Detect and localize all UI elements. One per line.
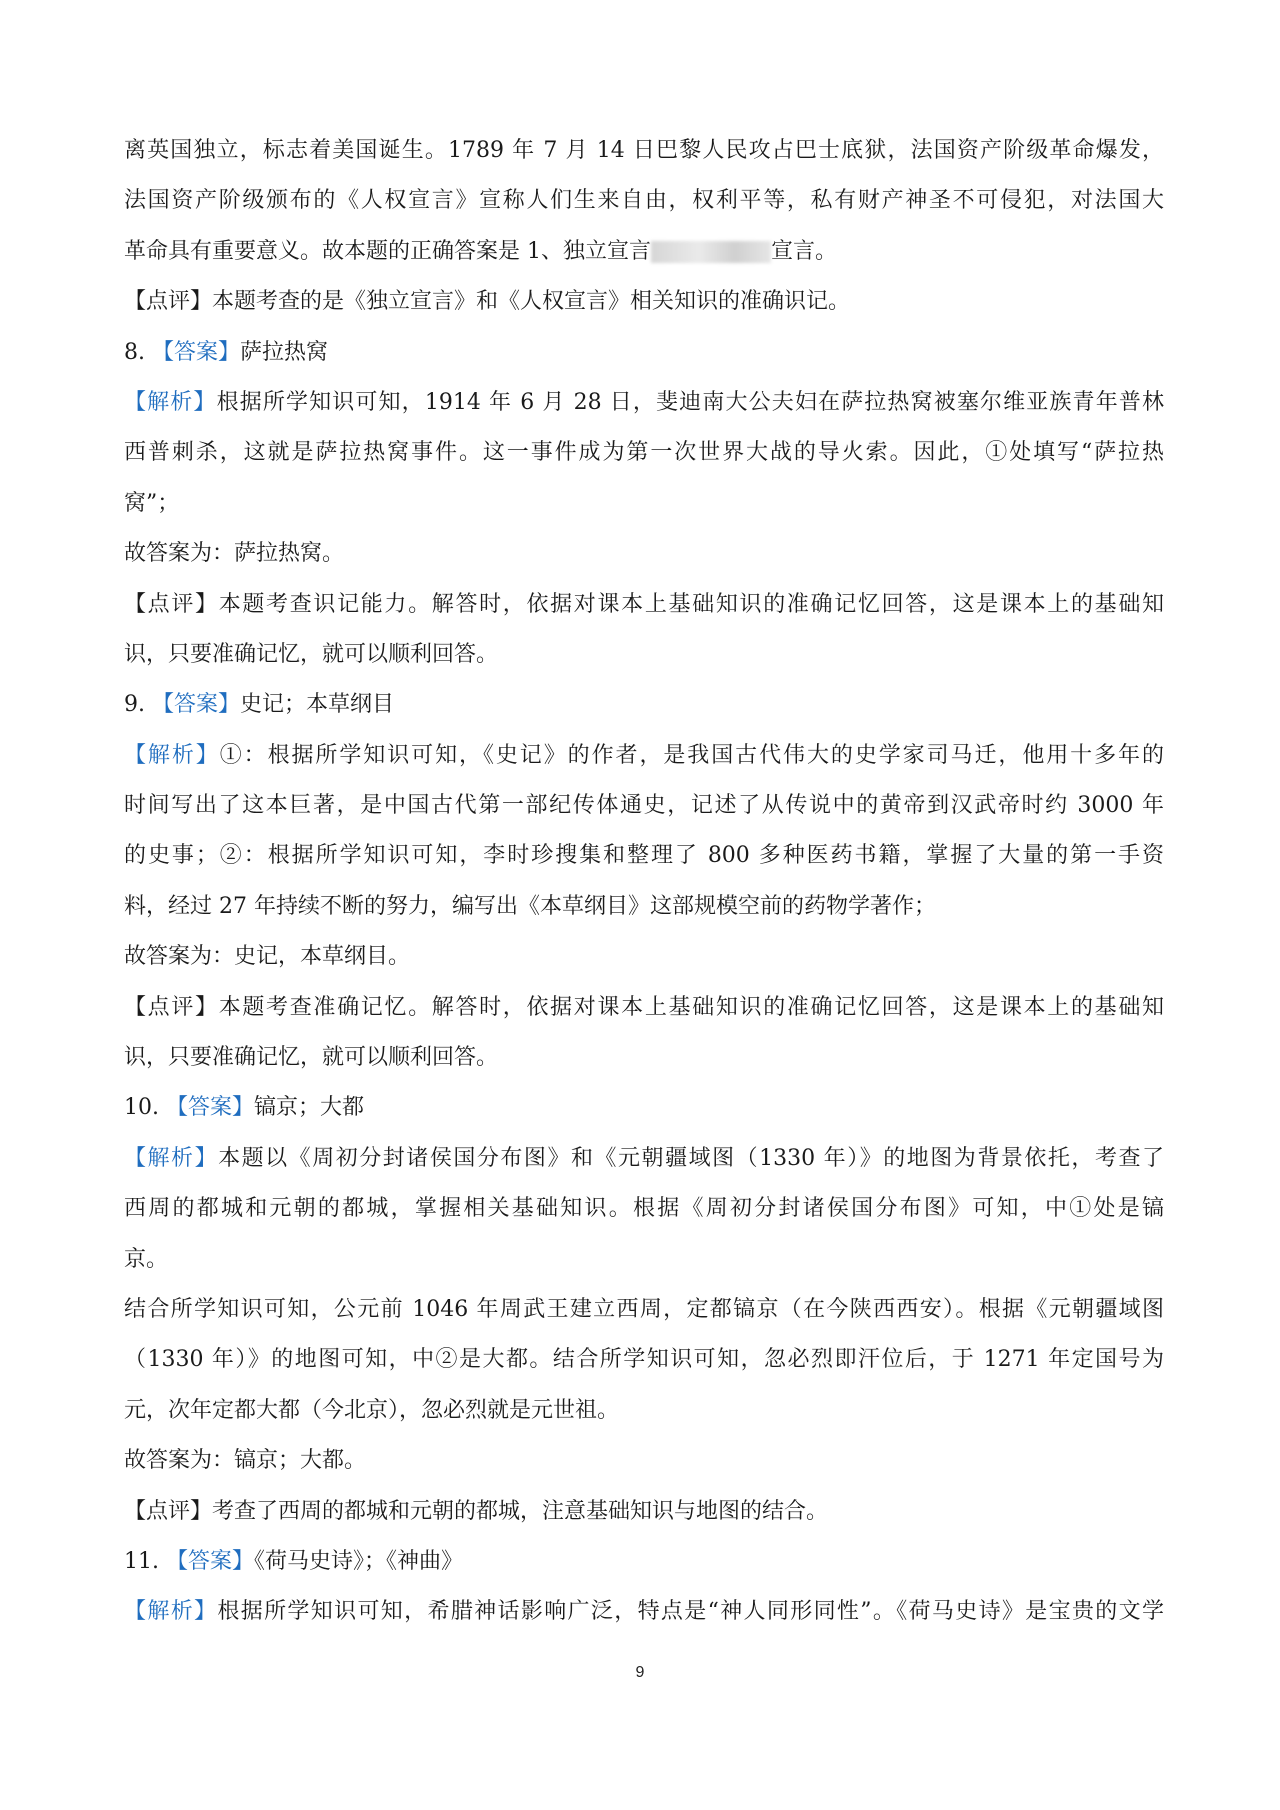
text-line <box>124 176 1164 226</box>
text-line <box>124 831 1164 881</box>
text-segment: （1330 年）》的地图可知，中②是大都。结合所学知识可知，忽必烈即汗位后，于 1271 年定国号为 <box>124 1347 1164 1373</box>
text-line <box>124 731 1164 781</box>
text-segment: 根据所学知识可知，1914 年 6 月 28 日，斐迪南大公夫妇在萨拉热窝被塞尔维亚族青年普林 <box>216 389 1164 415</box>
text-segment: 【点评】本题考查的是《独立宣言》和《人权宣言》相关知识的准确识记。 <box>124 289 851 315</box>
text-segment: 宣言。 <box>771 238 838 264</box>
text-segment: 萨拉热窝 <box>240 339 329 365</box>
text-segment: 史记；本草纲目 <box>240 692 395 718</box>
text-line <box>124 580 1164 630</box>
section-tag: 【答案】 <box>165 1095 254 1121</box>
text-line <box>124 378 1164 428</box>
text-segment: 西周的都城和元朝的都城，掌握相关基础知识。根据《周初分封诸侯国分布图》可知，中①处是镐 <box>124 1196 1164 1222</box>
text-segment: 元，次年定都大都（今北京），忽必烈就是元世祖。 <box>124 1397 620 1423</box>
section-tag: 【解析】 <box>124 1145 219 1171</box>
text-line <box>124 1285 1164 1335</box>
text-segment: 窝”； <box>124 490 180 516</box>
text-segment: 西普刺杀，这就是萨拉热窝事件。这一事件成为第一次世界大战的导火索。因此，①处填写“萨拉热 <box>124 440 1164 466</box>
text-line <box>124 277 1164 327</box>
text-line <box>124 227 1164 277</box>
page-number: 9 <box>635 1664 645 1681</box>
text-line <box>124 932 1164 982</box>
text-segment: 11. <box>124 1548 166 1574</box>
text-segment: 镐京；大都 <box>254 1095 365 1121</box>
text-segment: 9. <box>124 692 152 718</box>
text-segment: 革命具有重要意义。故本题的正确答案是 1、独立宣言 <box>124 238 651 264</box>
text-line <box>124 781 1164 831</box>
text-line <box>124 1537 1164 1587</box>
text-line <box>124 1587 1164 1637</box>
section-tag: 【答案】 <box>165 1548 254 1574</box>
text-segment: 识，只要准确记忆，就可以顺利回答。 <box>124 641 499 667</box>
text-line <box>124 1436 1164 1486</box>
text-segment: 料，经过 27 年持续不断的努力，编写出《本草纲目》这部规模空前的药物学著作； <box>124 893 936 919</box>
text-segment: 【点评】本题考查准确记忆。解答时，依据对课本上基础知识的准确记忆回答，这是课本上的基础知 <box>124 994 1164 1020</box>
text-segment: 10. <box>124 1095 166 1121</box>
section-tag: 【解析】 <box>124 389 217 415</box>
text-segment: 识，只要准确记忆，就可以顺利回答。 <box>124 1045 499 1071</box>
text-segment: 故答案为：萨拉热窝。 <box>124 541 345 567</box>
text-line <box>124 630 1164 680</box>
text-segment: 根据所学知识可知，希腊神话影响广泛，特点是“神人同形同性”。《荷马史诗》是宝贵的文学 <box>217 1599 1164 1625</box>
text-segment: 故答案为：史记，本草纲目。 <box>124 944 411 970</box>
text-line <box>124 1487 1164 1537</box>
text-line <box>124 983 1164 1033</box>
section-tag: 【解析】 <box>124 1599 218 1625</box>
document-body <box>124 126 1164 1638</box>
text-line <box>124 479 1164 529</box>
text-segment: 法国资产阶级颁布的《人权宣言》宣称人们生来自由，权利平等，私有财产神圣不可侵犯，对法国大 <box>124 188 1164 214</box>
section-tag: 【答案】 <box>151 692 240 718</box>
text-line <box>124 1184 1164 1234</box>
text-segment: 故答案为：镐京；大都。 <box>124 1448 367 1474</box>
text-line <box>124 428 1164 478</box>
section-tag: 【答案】 <box>151 339 240 365</box>
text-segment: 时间写出了这本巨著，是中国古代第一部纪传体通史，记述了从传说中的黄帝到汉武帝时约 3000 年 <box>124 793 1164 819</box>
text-segment: 的史事；②：根据所学知识可知，李时珍搜集和整理了 800 多种医药书籍，掌握了大量的第一手资 <box>124 843 1164 869</box>
text-segment: ①：根据所学知识可知，《史记》的作者，是我国古代伟大的史学家司马迁，他用十多年的 <box>219 742 1164 768</box>
text-segment: 8. <box>124 339 152 365</box>
text-segment: 结合所学知识可知，公元前 1046 年周武王建立西周，定都镐京（在今陕西西安）。根据《元朝疆域图 <box>124 1296 1164 1322</box>
section-tag: 【解析】 <box>124 742 220 768</box>
text-segment: 京。 <box>124 1246 169 1272</box>
text-line <box>124 529 1164 579</box>
text-line <box>124 882 1164 932</box>
text-segment: 【点评】考查了西周的都城和元朝的都城，注意基础知识与地图的结合。 <box>124 1498 829 1524</box>
text-line <box>124 126 1164 176</box>
text-line <box>124 1033 1164 1083</box>
text-line <box>124 680 1164 730</box>
redacted-text <box>651 241 771 263</box>
text-segment: 本题以《周初分封诸侯国分布图》和《元朝疆域图（1330 年）》的地图为背景依托，考查了 <box>218 1145 1164 1171</box>
text-segment: 【点评】本题考查识记能力。解答时，依据对课本上基础知识的准确记忆回答，这是课本上的基础知 <box>124 591 1164 617</box>
text-line <box>124 1134 1164 1184</box>
text-line <box>124 328 1164 378</box>
text-line <box>124 1335 1164 1385</box>
text-line <box>124 1083 1164 1133</box>
text-line <box>124 1386 1164 1436</box>
text-segment: 离英国独立，标志着美国诞生。1789 年 7 月 14 日巴黎人民攻占巴士底狱，法国资产阶级革命爆发， <box>124 138 1164 163</box>
text-line <box>124 1235 1164 1285</box>
text-segment: 《荷马史诗》；《神曲》 <box>254 1548 464 1574</box>
